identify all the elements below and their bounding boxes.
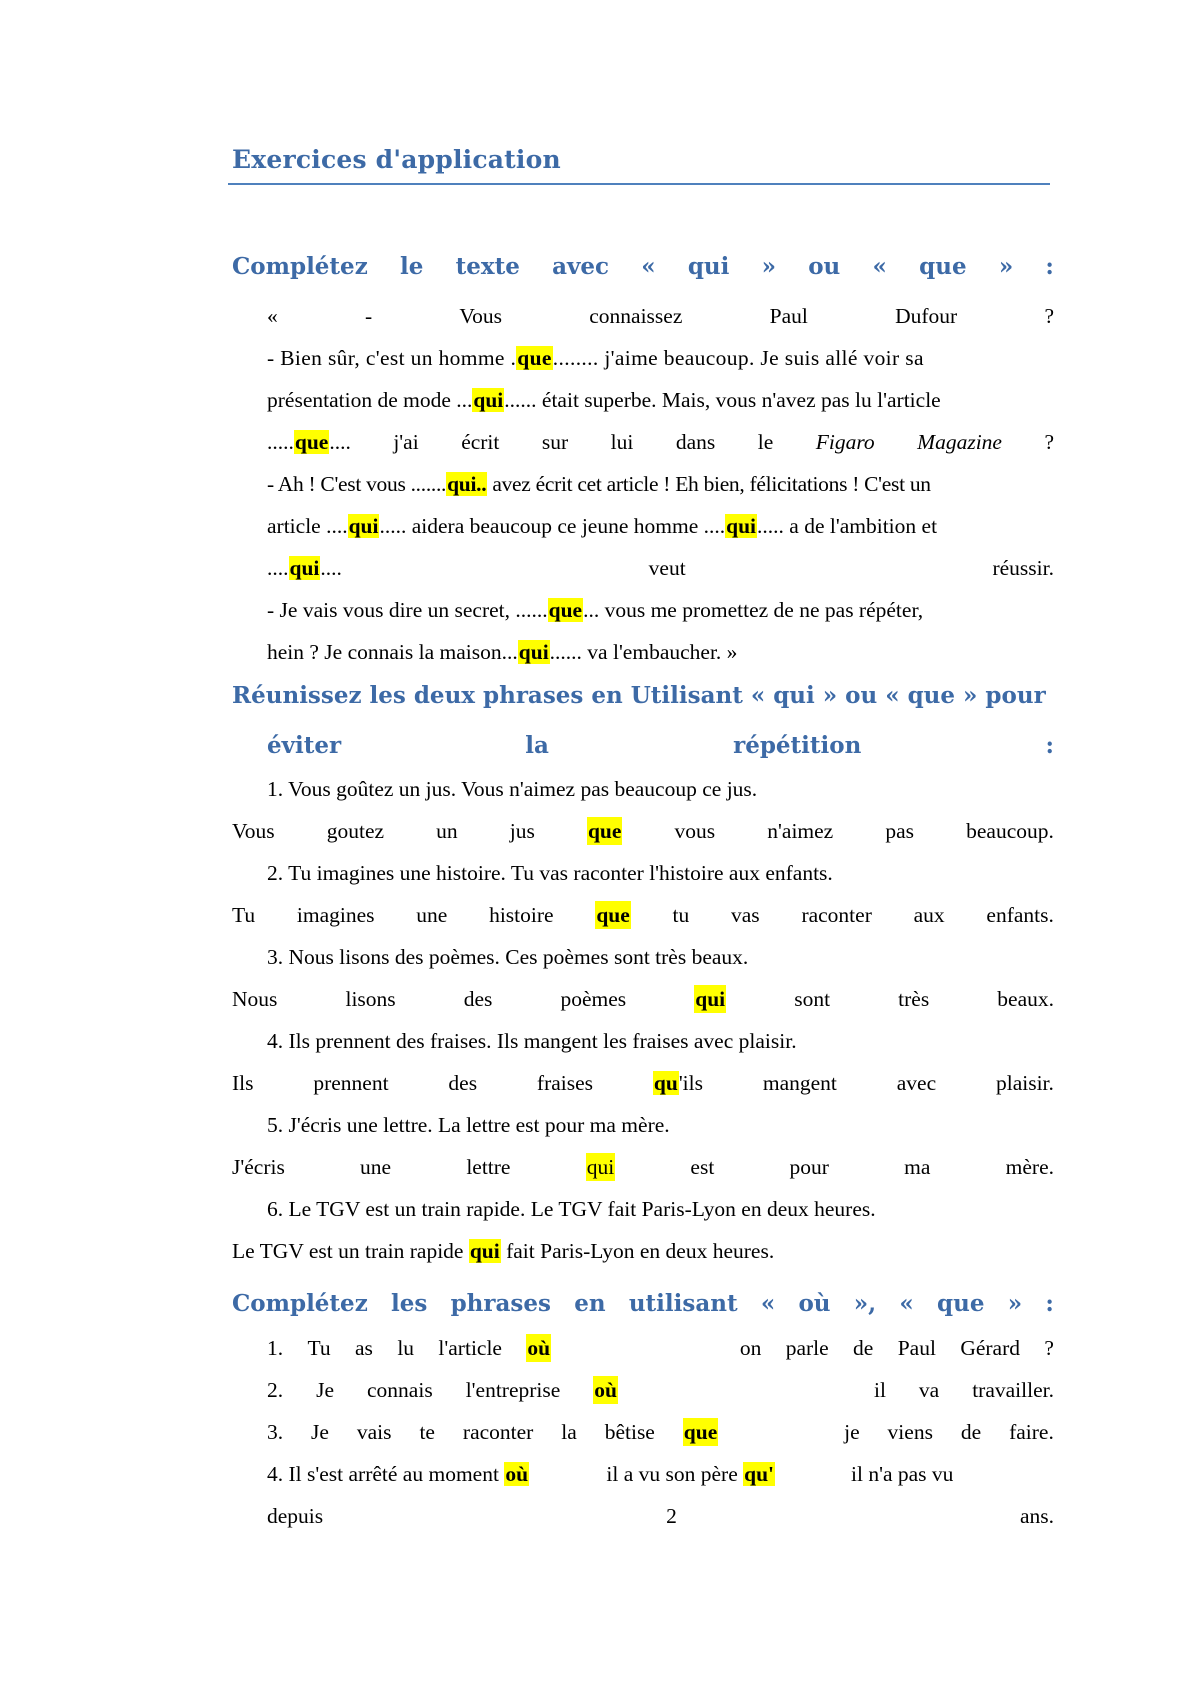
word: beaucoup. — [966, 819, 1054, 843]
answer-highlight: qui — [586, 1155, 615, 1179]
exercise-3-heading — [232, 1290, 1054, 1317]
text: il n'a pas vu — [851, 1462, 954, 1486]
text: article .... — [267, 514, 348, 538]
heading-word: qui — [687, 253, 730, 280]
answer-line — [232, 1153, 1054, 1181]
answer-highlight: qui — [726, 514, 757, 538]
word: sont — [794, 987, 831, 1011]
heading-word: phrases — [450, 1290, 551, 1317]
text-group — [267, 428, 351, 456]
text: ...... était superbe. Mais, vous n'avez pas lu l'article — [504, 388, 941, 412]
word: Nous — [232, 987, 278, 1011]
word: « — [267, 304, 278, 328]
word: bêtise — [604, 1420, 655, 1444]
word: une — [416, 903, 448, 927]
dialogue-line — [267, 512, 1054, 540]
word: le — [757, 430, 774, 454]
heading-word: utilisant — [628, 1290, 738, 1317]
heading-word: ou — [808, 253, 841, 280]
word: sur — [541, 430, 569, 454]
exercise-3-item — [267, 1334, 1054, 1362]
answer-line — [232, 817, 1054, 845]
answer-highlight: qui — [695, 987, 726, 1011]
word: plaisir. — [995, 1071, 1054, 1095]
exercise-3-item — [267, 1460, 1054, 1488]
word: lisons — [345, 987, 396, 1011]
dialogue-line — [267, 638, 1054, 666]
question-line: 4. Ils prennent des fraises. Ils mangent les fraises avec plaisir. — [267, 1029, 797, 1053]
answer-highlight: qu — [653, 1071, 678, 1095]
exercise-3-item — [267, 1418, 1054, 1446]
text: - Ah ! C'est vous ....... — [267, 472, 447, 496]
question-line: 2. Tu imagines une histoire. Tu vas raconter l'histoire aux enfants. — [267, 861, 833, 885]
word: aux — [913, 903, 945, 927]
answer-highlight: où — [505, 1462, 529, 1486]
word: très — [898, 987, 930, 1011]
word: enfants. — [986, 903, 1054, 927]
text: présentation de mode ... — [267, 388, 473, 412]
word: avec — [896, 1071, 937, 1095]
word: veut — [648, 556, 686, 580]
heading-word: texte — [455, 253, 520, 280]
text: ... vous me promettez de ne pas répéter, — [583, 598, 924, 622]
word: des — [463, 987, 493, 1011]
word: travailler. — [972, 1378, 1054, 1402]
word: est — [690, 1155, 715, 1179]
word: imagines — [296, 903, 375, 927]
word: pas — [885, 819, 915, 843]
heading-word: où — [798, 1290, 831, 1317]
word: Vous — [459, 304, 503, 328]
heading-word: Complétez — [232, 1290, 368, 1317]
word: ? — [1044, 1336, 1054, 1360]
text: Le TGV est un train rapide — [232, 1239, 469, 1263]
word: Je — [316, 1378, 335, 1402]
answer-highlight: qui.. — [447, 472, 487, 496]
word: va — [918, 1378, 940, 1402]
dialogue-line — [267, 344, 1054, 372]
word: il — [873, 1378, 886, 1402]
text-group — [267, 554, 342, 582]
word: lu — [397, 1336, 415, 1360]
word: lettre — [466, 1155, 511, 1179]
heading-word: le — [400, 253, 424, 280]
word: de — [853, 1336, 874, 1360]
blank-space — [651, 1376, 841, 1404]
word: 2. — [267, 1378, 284, 1402]
heading-word: « — [872, 253, 887, 280]
text: hein ? Je connais la maison... — [267, 640, 518, 664]
word-italic: Figaro — [815, 430, 875, 454]
heading-word: : — [1045, 253, 1054, 280]
answer-line — [232, 1237, 1054, 1265]
word: as — [355, 1336, 373, 1360]
word: réussir. — [992, 556, 1054, 580]
exercise-2-heading-line-2 — [267, 732, 1054, 759]
dialogue-line — [267, 470, 1054, 498]
text: - Je vais vous dire un secret, ...... — [267, 598, 548, 622]
answer-line — [232, 1069, 1054, 1097]
word: Tu — [232, 903, 256, 927]
answer-highlight: qui — [473, 388, 504, 412]
word: 3. — [267, 1420, 284, 1444]
text: ...... va l'embaucher. » — [549, 640, 738, 664]
answer-highlight: qui — [348, 514, 379, 538]
word: parle — [785, 1336, 829, 1360]
word: histoire — [489, 903, 554, 927]
heading-word: » — [761, 253, 776, 280]
word: connais — [367, 1378, 433, 1402]
dialogue-line — [267, 554, 1054, 582]
heading-word: Complétez — [232, 253, 368, 280]
dialogue-line — [267, 302, 1054, 330]
answer-line — [232, 901, 1054, 929]
word: ans. — [1019, 1504, 1054, 1528]
answer-highlight: qui — [518, 640, 549, 664]
word: te — [419, 1420, 435, 1444]
answer-highlight: que — [517, 346, 552, 370]
word: un — [436, 819, 458, 843]
answer-highlight: que — [587, 819, 622, 843]
answer-highlight: qu' — [744, 1462, 775, 1486]
word: Paul — [769, 304, 808, 328]
word-group — [653, 1069, 703, 1097]
word: connaissez — [589, 304, 683, 328]
heading-word: » — [998, 253, 1014, 280]
exercise-2-heading: Réunissez les deux phrases en Utilisant « qui » ou « que » pour — [232, 682, 1046, 709]
word: beaux. — [997, 987, 1054, 1011]
answer-highlight: qui — [289, 556, 320, 580]
word: 'ils — [678, 1071, 703, 1095]
word: ? — [1044, 304, 1054, 328]
answer-line — [232, 985, 1054, 1013]
word: vous — [674, 819, 716, 843]
exercise-3-item — [267, 1376, 1054, 1404]
heading-word: avec — [552, 253, 609, 280]
word: mangent — [762, 1071, 837, 1095]
word: Tu — [307, 1336, 331, 1360]
heading-word: « — [760, 1290, 776, 1317]
question-line: 3. Nous lisons des poèmes. Ces poèmes sont très beaux. — [267, 945, 749, 969]
heading-word: les — [391, 1290, 428, 1317]
word: vas — [731, 903, 760, 927]
heading-word: : — [1045, 732, 1054, 759]
word: des — [448, 1071, 478, 1095]
word: une — [360, 1155, 392, 1179]
exercise-3-item-continued — [267, 1502, 1054, 1530]
text: .... — [320, 556, 342, 580]
word: Ils — [232, 1071, 254, 1095]
word: Vous — [232, 819, 275, 843]
word: raconter — [801, 903, 872, 927]
answer-highlight: que — [596, 903, 630, 927]
heading-word: » — [1007, 1290, 1023, 1317]
word: j'ai — [393, 430, 419, 454]
heading-word: : — [1045, 1290, 1054, 1317]
dialogue-line — [267, 596, 1054, 624]
word: pour — [789, 1155, 829, 1179]
word: mère. — [1005, 1155, 1054, 1179]
question-line: 1. Vous goûtez un jus. Vous n'aimez pas beaucoup ce jus. — [267, 777, 758, 801]
word: 1. — [267, 1336, 284, 1360]
word: dans — [675, 430, 716, 454]
word: prennent — [313, 1071, 389, 1095]
word: poèmes — [560, 987, 627, 1011]
answer-highlight: que — [294, 430, 329, 454]
question-line: 5. J'écris une lettre. La lettre est pour ma mère. — [267, 1113, 670, 1137]
text: il a vu son père — [606, 1462, 738, 1486]
word: ma — [904, 1155, 931, 1179]
text: - Bien sûr, c'est un homme . — [267, 346, 517, 370]
word: on — [739, 1336, 762, 1360]
text: .... — [329, 430, 351, 454]
text: ..... — [267, 430, 294, 454]
word: l'article — [438, 1336, 502, 1360]
word: vais — [356, 1420, 392, 1444]
answer-highlight: que — [548, 598, 583, 622]
heading-word: la — [525, 732, 549, 759]
word-italic: Magazine — [917, 430, 1002, 454]
heading-word: « — [641, 253, 656, 280]
word: écrit — [461, 430, 500, 454]
word: faire. — [1009, 1420, 1054, 1444]
word: fraises — [536, 1071, 594, 1095]
text: 4. Il s'est arrêté au moment — [267, 1462, 505, 1486]
text: .... — [267, 556, 289, 580]
heading-word: », — [853, 1290, 877, 1317]
blank-space — [575, 1334, 715, 1362]
word: Je — [311, 1420, 329, 1444]
word: depuis — [267, 1504, 324, 1528]
word: l'entreprise — [465, 1378, 561, 1402]
title-underline — [228, 183, 1050, 185]
text: ..... a de l'ambition et — [757, 514, 938, 538]
dialogue-line — [267, 386, 1054, 414]
heading-word: que — [937, 1290, 985, 1317]
word: jus — [509, 819, 535, 843]
text: ........ j'aime beaucoup. Je suis allé voir sa — [552, 346, 924, 370]
heading-word: éviter — [267, 732, 342, 759]
exercise-1-heading — [232, 253, 1054, 280]
word: ? — [1044, 430, 1054, 454]
question-line: 6. Le TGV est un train rapide. Le TGV fait Paris-Lyon en deux heures. — [267, 1197, 876, 1221]
answer-highlight: où — [594, 1378, 617, 1402]
dialogue-line — [267, 428, 1054, 456]
word: Gérard — [960, 1336, 1021, 1360]
word: raconter — [462, 1420, 534, 1444]
answer-highlight: que — [683, 1420, 718, 1444]
word: lui — [610, 430, 634, 454]
word: - — [364, 304, 373, 328]
word: la — [561, 1420, 577, 1444]
word: 2 — [666, 1504, 677, 1528]
word: de — [960, 1420, 982, 1444]
word: Paul — [897, 1336, 936, 1360]
heading-word: que — [919, 253, 967, 280]
word: tu — [672, 903, 690, 927]
word: goutez — [326, 819, 385, 843]
text: avez écrit cet article ! Eh bien, félicitations ! C'est un — [487, 472, 931, 496]
blank-space — [746, 1418, 816, 1446]
word: je — [844, 1420, 860, 1444]
text: fait Paris-Lyon en deux heures. — [500, 1239, 775, 1263]
heading-word: répétition — [733, 732, 862, 759]
document-title: Exercices d'application — [232, 145, 561, 174]
heading-word: en — [574, 1290, 606, 1317]
word: viens — [887, 1420, 933, 1444]
word: J'écris — [232, 1155, 285, 1179]
answer-highlight: qui — [469, 1239, 500, 1263]
heading-word: « — [899, 1290, 914, 1317]
answer-highlight: où — [527, 1336, 551, 1360]
word: n'aimez — [767, 819, 834, 843]
text: ..... aidera beaucoup ce jeune homme .... — [379, 514, 726, 538]
word: Dufour — [895, 304, 958, 328]
